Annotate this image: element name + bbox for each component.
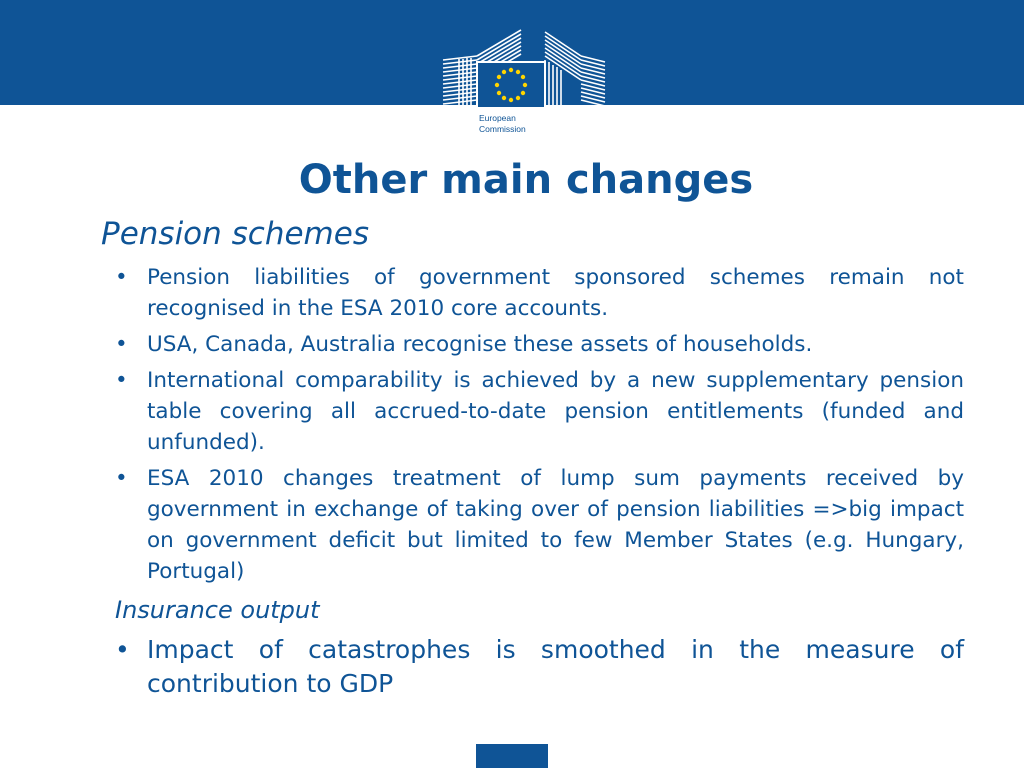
list-item	[115, 633, 964, 701]
logo-line1: European	[479, 113, 516, 123]
list-item	[115, 329, 964, 360]
pension-bullet-list	[115, 262, 964, 592]
bullet-text: International comparability is achieved by a new supplementary pension table covering all accrued-to-date pension entitlements (funded and unfunded).	[147, 368, 964, 455]
section-heading-pension: Pension schemes	[101, 216, 369, 252]
page-title: Other main changes	[298, 157, 754, 203]
section-heading-insurance: Insurance output	[115, 596, 320, 624]
bullet-text: Impact of catastrophes is smoothed in the measure of contribution to GDP	[147, 635, 964, 698]
insurance-bullet-list	[115, 633, 964, 701]
bullet-icon: •	[115, 265, 128, 290]
list-item	[115, 262, 964, 324]
bullet-icon: •	[115, 368, 128, 393]
bullet-icon: •	[115, 635, 130, 664]
berlaymont-logo-icon	[441, 28, 607, 144]
bullet-icon: •	[115, 466, 128, 491]
bullet-text: USA, Canada, Australia recognise these assets of households.	[147, 332, 813, 357]
footer-flag-icon	[476, 744, 548, 768]
european-commission-logo	[441, 28, 607, 144]
list-item	[115, 463, 964, 587]
bullet-text: ESA 2010 changes treatment of lump sum payments received by government in exchange of taking over of pension liabilities =>big impact on government deficit but limited to few Member States (e.g. Hungary, Portugal)	[147, 466, 964, 584]
logo-line2: Commission	[479, 124, 526, 134]
list-item	[115, 365, 964, 458]
bullet-icon: •	[115, 332, 128, 357]
bullet-text: Pension liabilities of government sponsored schemes remain not recognised in the ESA 2010 core accounts.	[147, 265, 964, 321]
